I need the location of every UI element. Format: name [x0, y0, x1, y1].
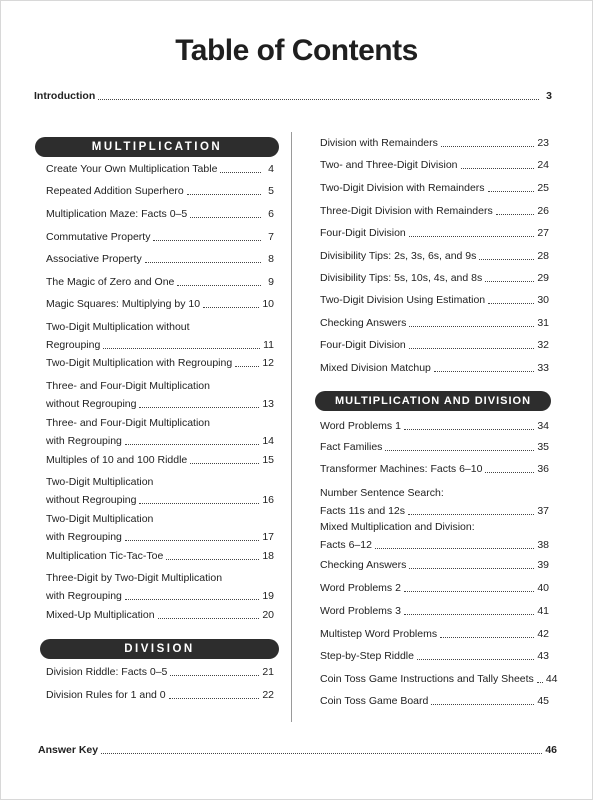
toc-page: 29	[537, 272, 549, 284]
toc-entry	[46, 380, 274, 411]
dot-leader	[158, 618, 260, 619]
toc-label: Multiples of 10 and 100 Riddle	[46, 454, 188, 466]
dot-leader	[431, 704, 534, 705]
toc-page: 12	[262, 357, 274, 369]
toc-page: 35	[537, 441, 549, 453]
toc-page: 23	[537, 137, 549, 149]
dot-leader	[203, 307, 259, 308]
toc-page: 17	[262, 531, 274, 543]
toc-page: 16	[262, 494, 274, 506]
dot-leader	[125, 599, 259, 600]
dot-leader	[417, 659, 534, 660]
toc-label: Coin Toss Game Board	[320, 695, 429, 707]
toc-entry	[320, 317, 549, 330]
dot-leader	[479, 259, 534, 260]
toc-page: 4	[268, 163, 274, 175]
toc-entry	[46, 208, 274, 221]
dot-leader	[404, 429, 534, 430]
toc-label: Create Your Own Multiplication Table	[46, 163, 218, 175]
dot-leader	[434, 371, 534, 372]
toc-label: The Magic of Zero and One	[46, 276, 175, 288]
toc-label: Three-Digit Division with Remainders	[320, 205, 493, 217]
section-banner-multiplication-and-division: MULTIPLICATION AND DIVISION	[315, 391, 551, 411]
toc-label-line1: Two-Digit Multiplication	[46, 476, 154, 488]
toc-page: 8	[268, 253, 274, 265]
toc-page: 10	[262, 298, 274, 310]
dot-leader	[177, 285, 261, 286]
toc-page: 41	[537, 605, 549, 617]
toc-page: 34	[537, 420, 549, 432]
toc-page: 9	[268, 276, 274, 288]
dot-leader	[409, 236, 535, 237]
dot-leader	[488, 303, 534, 304]
toc-label: Checking Answers	[320, 317, 407, 329]
toc-label: Introduction	[34, 90, 96, 102]
toc-page: 33	[537, 362, 549, 374]
toc-entry	[320, 137, 549, 150]
toc-label: Word Problems 3	[320, 605, 401, 617]
toc-label: Multiplication Maze: Facts 0–5	[46, 208, 188, 220]
toc-label: Fact Families	[320, 441, 383, 453]
toc-page: 11	[263, 339, 274, 351]
toc-label: Word Problems 2	[320, 582, 401, 594]
toc-label: Multistep Word Problems	[320, 628, 438, 640]
toc-entry	[320, 339, 549, 352]
dot-leader	[139, 407, 259, 408]
toc-label-line2: with Regrouping	[46, 435, 122, 447]
toc-label-line2: without Regrouping	[46, 494, 137, 506]
toc-label: Two-Digit Multiplication with Regrouping	[46, 357, 233, 369]
toc-page: 15	[262, 454, 274, 466]
dot-leader	[461, 168, 535, 169]
toc-page: 3	[546, 90, 552, 102]
toc-label: Transformer Machines: Facts 6–10	[320, 463, 483, 475]
dot-leader	[488, 191, 535, 192]
toc-entry	[46, 231, 274, 244]
dot-leader	[441, 146, 534, 147]
toc-entry	[46, 572, 274, 603]
toc-page: 46	[545, 744, 557, 756]
toc-label-line1: Two-Digit Multiplication	[46, 513, 154, 525]
toc-label: Answer Key	[38, 744, 99, 756]
toc-page: 44	[545, 673, 558, 685]
dot-leader	[125, 444, 259, 445]
dot-leader	[145, 262, 261, 263]
toc-page: 26	[537, 205, 549, 217]
toc-entry	[320, 205, 549, 218]
dot-leader	[496, 214, 535, 215]
dot-leader	[408, 514, 534, 515]
toc-label-line2: Facts 6–12	[320, 539, 372, 551]
toc-page: 38	[537, 539, 549, 551]
toc-entry	[320, 227, 549, 240]
toc-label-line2: Regrouping	[46, 339, 101, 351]
toc-label: Mixed Division Matchup	[320, 362, 431, 374]
toc-entry	[46, 513, 274, 544]
toc-page: 13	[262, 398, 274, 410]
toc-label: Coin Toss Game Instructions and Tally Sheets	[320, 673, 534, 685]
toc-entry	[46, 666, 274, 679]
dot-leader	[440, 637, 534, 638]
toc-label: Step-by-Step Riddle	[320, 650, 414, 662]
toc-entry	[320, 362, 549, 375]
dot-leader	[404, 591, 534, 592]
toc-entry	[320, 159, 549, 172]
toc-page: 20	[262, 609, 274, 621]
toc-label: Two- and Three-Digit Division	[320, 159, 458, 171]
dot-leader	[409, 326, 534, 327]
toc-page: 36	[537, 463, 549, 475]
dot-leader	[385, 450, 534, 451]
dot-leader	[125, 540, 259, 541]
toc-page: 27	[537, 227, 549, 239]
dot-leader	[409, 348, 535, 349]
toc-label-line2: with Regrouping	[46, 531, 122, 543]
toc-label: Commutative Property	[46, 231, 151, 243]
page-title: Table of Contents	[175, 34, 418, 67]
dot-leader	[537, 682, 543, 683]
toc-label-line2: without Regrouping	[46, 398, 137, 410]
toc-label: Division Rules for 1 and 0	[46, 689, 166, 701]
toc-label: Division Riddle: Facts 0–5	[46, 666, 168, 678]
toc-entry	[320, 294, 549, 307]
toc-entry	[320, 628, 549, 641]
dot-leader	[235, 366, 259, 367]
dot-leader	[170, 675, 259, 676]
toc-label: Two-Digit Division Using Estimation	[320, 294, 486, 306]
toc-entry	[320, 559, 549, 572]
toc-entry	[320, 420, 549, 433]
dot-leader	[485, 472, 534, 473]
toc-entry	[46, 163, 274, 176]
toc-entry	[46, 550, 274, 563]
toc-label: Four-Digit Division	[320, 227, 406, 239]
toc-label: Word Problems 1	[320, 420, 401, 432]
toc-label-line1: Three-Digit by Two-Digit Multiplication	[46, 572, 223, 584]
toc-entry	[320, 605, 549, 618]
dot-leader	[169, 698, 260, 699]
toc-label: Magic Squares: Multiplying by 10	[46, 298, 201, 310]
toc-page: 32	[537, 339, 549, 351]
toc-page: 18	[262, 550, 274, 562]
toc-entry	[320, 272, 549, 285]
toc-entry	[320, 487, 549, 518]
toc-page: 21	[262, 666, 274, 678]
toc-entry	[320, 463, 549, 476]
toc-entry	[320, 650, 549, 663]
column-divider	[291, 132, 292, 722]
toc-label-line2: with Regrouping	[46, 590, 122, 602]
toc-entry-introduction	[34, 90, 552, 103]
toc-entry	[46, 357, 274, 370]
toc-page: 25	[537, 182, 549, 194]
dot-leader	[190, 463, 259, 464]
dot-leader	[485, 281, 534, 282]
toc-page: 28	[537, 250, 549, 262]
toc-label: Divisibility Tips: 2s, 3s, 6s, and 9s	[320, 250, 477, 262]
toc-entry	[46, 689, 274, 702]
toc-label-line1: Three- and Four-Digit Multiplication	[46, 417, 210, 429]
dot-leader	[98, 99, 539, 100]
toc-label-line1: Number Sentence Search:	[320, 487, 444, 499]
toc-entry	[46, 454, 274, 467]
toc-page: 19	[262, 590, 274, 602]
toc-label-line1: Mixed Multiplication and Division:	[320, 521, 475, 533]
toc-label: Associative Property	[46, 253, 142, 265]
toc-entry	[320, 695, 549, 708]
toc-label: Checking Answers	[320, 559, 407, 571]
dot-leader	[404, 614, 534, 615]
toc-entry	[46, 298, 274, 311]
dot-leader	[166, 559, 259, 560]
toc-entry-answer-key	[38, 744, 557, 757]
dot-leader	[187, 194, 261, 195]
toc-page: 45	[537, 695, 549, 707]
toc-page: 40	[537, 582, 549, 594]
toc-page: 6	[268, 208, 274, 220]
toc-page: 14	[262, 435, 274, 447]
dot-leader	[153, 240, 261, 241]
toc-label: Repeated Addition Superhero	[46, 185, 184, 197]
toc-page: 5	[268, 185, 274, 197]
dot-leader	[190, 217, 261, 218]
toc-label: Division with Remainders	[320, 137, 438, 149]
dot-leader	[103, 348, 260, 349]
toc-entry	[320, 441, 549, 454]
toc-page: 31	[537, 317, 549, 329]
toc-entry	[46, 417, 274, 448]
toc-label: Two-Digit Division with Remainders	[320, 182, 485, 194]
toc-label-line2: Facts 11s and 12s	[320, 505, 406, 517]
toc-entry	[46, 253, 274, 266]
dot-leader	[409, 568, 534, 569]
toc-page: 24	[537, 159, 549, 171]
dot-leader	[101, 753, 542, 754]
toc-page: 43	[537, 650, 549, 662]
toc-entry	[320, 250, 549, 263]
toc-entry	[46, 185, 274, 198]
toc-entry	[320, 582, 549, 595]
dot-leader	[139, 503, 259, 504]
toc-entry	[320, 673, 558, 686]
section-banner-division: DIVISION	[40, 639, 279, 659]
toc-page: 37	[537, 505, 549, 517]
toc-entry	[46, 321, 274, 352]
toc-page: 39	[537, 559, 549, 571]
toc-page: 42	[537, 628, 549, 640]
toc-entry	[46, 276, 274, 289]
toc-page: 7	[268, 231, 274, 243]
toc-entry	[46, 609, 274, 622]
toc-entry	[320, 182, 549, 195]
toc-label: Four-Digit Division	[320, 339, 406, 351]
toc-label: Multiplication Tic-Tac-Toe	[46, 550, 164, 562]
toc-label: Mixed-Up Multiplication	[46, 609, 155, 621]
toc-page: 22	[262, 689, 274, 701]
toc-label-line1: Two-Digit Multiplication without	[46, 321, 190, 333]
toc-entry	[46, 476, 274, 507]
toc-label: Divisibility Tips: 5s, 10s, 4s, and 8s	[320, 272, 483, 284]
toc-page: 30	[537, 294, 549, 306]
section-banner-multiplication: MULTIPLICATION	[35, 137, 279, 157]
dot-leader	[220, 172, 261, 173]
toc-label-line1: Three- and Four-Digit Multiplication	[46, 380, 210, 392]
dot-leader	[375, 548, 534, 549]
toc-entry	[320, 521, 549, 552]
